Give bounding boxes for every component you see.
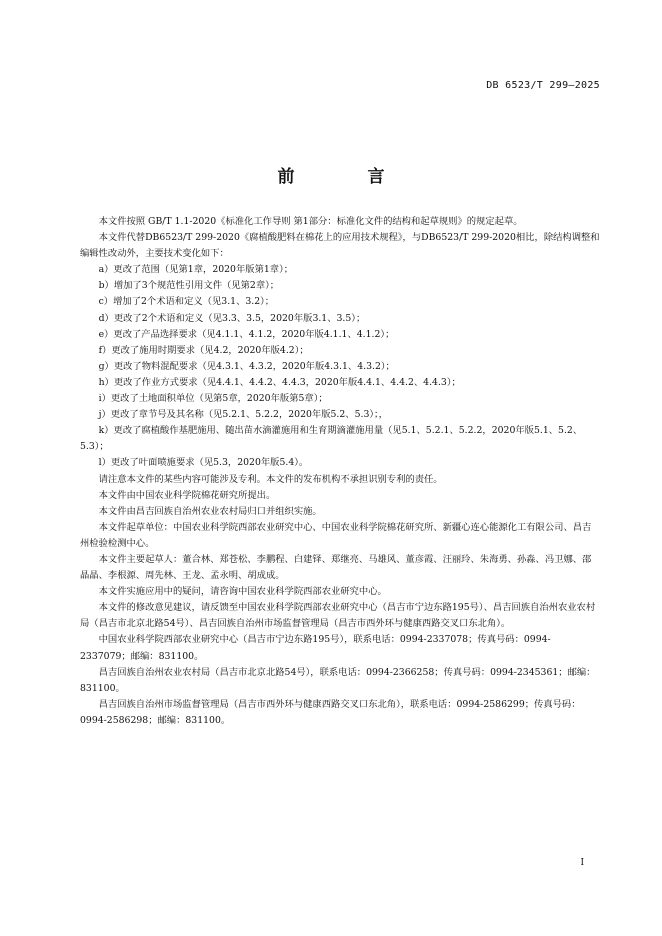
- paragraph-inquiry: 本文件实施应用中的疑问，请咨询中国农业科学院西部农业研究中心。: [98, 586, 387, 598]
- contact-market-supervision: 昌吉回族自治州市场监督管理局（昌吉市西外环与健康西路交叉口东北角），联系电话：0994-2586299；传真号码：0994-2586298；邮编：831100。: [80, 698, 581, 726]
- change-item-j: j）更改了章节号及其名称（见5.2.1、5.2.2，2020年版5.2、5.3）；，: [98, 409, 388, 421]
- paragraph-drafting-rules: 本文件按照 GB/T 1.1-2020《标准化工作导则 第1部分：标准化文件的结构和起草规则》的规定起草。: [98, 216, 523, 227]
- paragraph-replacement: 本文件代替DB6523/T 299-2020《腐植酸肥料在棉花上的应用技术规程》，与DB6523/T 299-2020相比，除结构调整和编辑性改动外，主要技术变化如下：: [80, 232, 600, 260]
- change-item-k: k）更改了腐植酸作基肥施用、随出苗水滴灌施用和生育期滴灌施用量（见5.1、5.2.1、5.2.2，2020年版5.1、5.2、5.3）；: [80, 425, 583, 453]
- paragraph-patent: 请注意本文件的某些内容可能涉及专利。本文件的发布机构不承担识别专利的责任。: [98, 473, 443, 485]
- change-item-a: a）更改了范围（见第1章，2020年版第1章）；: [98, 264, 294, 276]
- paragraph-drafting-units: 本文件起草单位：中国农业科学院西部农业研究中心、中国农业科学院棉花研究所、新疆心连心能源化工有限公司、昌吉州检验检测中心。: [80, 521, 592, 549]
- document-code: DB 6523/T 299—2025: [486, 80, 600, 91]
- paragraph-proposer: 本文件由中国农业科学院棉花研究所提出。: [98, 489, 276, 501]
- page-number: I: [580, 858, 584, 868]
- change-item-i: i）更改了土地面积单位（见第5章，2020年版第5章）；: [98, 393, 328, 405]
- change-item-d: d）更改了2个术语和定义（见3.3、3.5，2020年版3.1、3.5）；: [98, 312, 366, 324]
- change-item-e: e）更改了产品选择要求（见4.1.1、4.1.2，2020年版4.1.1、4.1.2）；: [98, 328, 395, 340]
- foreword-body: [80, 214, 600, 729]
- change-item-h: h）更改了作业方式要求（见4.4.1、4.4.2、4.4.3，2020年版4.4.1、4.4.2、4.4.3）；: [98, 376, 461, 388]
- change-item-f: f）更改了施用时期要求（见4.2，2020年版4.2）；: [98, 344, 309, 356]
- change-item-g: g）更改了物料混配要求（见4.3.1、4.3.2，2020年版4.3.1、4.3.2）；: [98, 360, 395, 372]
- paragraph-drafters: 本文件主要起草人：董合林、郑苍松、李鹏程、白建铎、郑继亮、马雄风、董彦霞、汪丽玲、朱海勇、孙淼、冯卫娜、邵晶晶、李根源、周先林、王龙、孟永明、胡成成。: [80, 553, 592, 582]
- change-item-b: b）增加了3个规范性引用文件（见第2章）；: [98, 280, 280, 292]
- paragraph-feedback: 本文件的修改意见建议，请反馈至中国农业科学院西部农业研究中心（昌吉市宁边东路195号）、昌吉回族自治州农业农村局（昌吉市北京北路54号）、昌吉回族自治州市场监督管理局（昌吉市西外环与健康西路交叉口东北角）。: [80, 602, 596, 630]
- paragraph-centralized-by: 本文件由昌吉回族自治州农业农村局归口并组织实施。: [98, 505, 322, 517]
- contact-western-center: 中国农业科学院西部农业研究中心（昌吉市宁边东路195号），联系电话：0994-2337078；传真号码：0994-2337079；邮编：831100。: [80, 634, 551, 662]
- change-item-l: l）更改了叶面喷施要求（见5.3，2020年版5.4）。: [98, 457, 309, 469]
- change-item-c: c）增加了2个术语和定义（见3.1、3.2）；: [98, 296, 275, 308]
- page-title: 前 言: [277, 167, 413, 187]
- contact-agriculture-bureau: 昌吉回族自治州农业农村局（昌吉市北京北路54号），联系电话：0994-2366258；传真号码：0994-2345361；邮编：831100。: [80, 666, 596, 694]
